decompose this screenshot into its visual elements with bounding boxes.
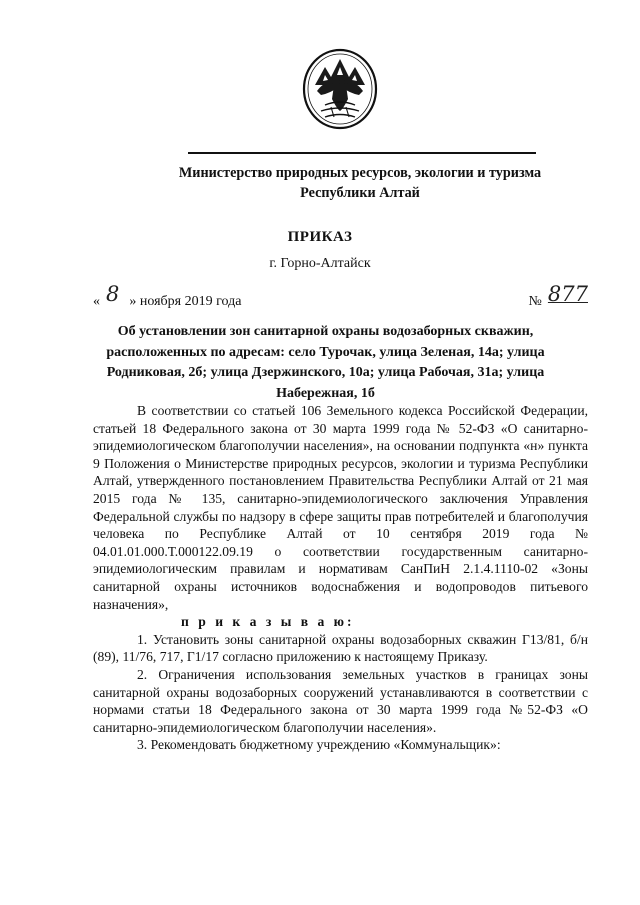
order-number bbox=[528, 282, 588, 310]
order-item: 1. Установить зоны санитарной охраны водозаборных скважин Г13/81, б/н (89), 11/76, 717, Г1/17 согласно приложению к настоящему Приказу. bbox=[93, 631, 588, 665]
date-quote-open: « bbox=[93, 294, 100, 309]
city: г. Горно-Алтайск bbox=[269, 256, 371, 271]
order-word: п р и к а з ы в а ю: bbox=[181, 614, 355, 630]
date-and-number-line bbox=[93, 282, 588, 310]
handwritten-number: 877 bbox=[547, 282, 588, 306]
order-body bbox=[93, 402, 588, 754]
ministry-name: Министерство природных ресурсов, экологии и туризма Республики Алтай bbox=[178, 165, 542, 201]
order-subject: Об установлении зон санитарной охраны водозаборных скважин, расположенных по адресам: село Турочак, улица Зеленая, 14а; улица Родниковая, 2б; улица Дзержинского, 10а; улица Рабочая, 31а; улица Набережная, 1б bbox=[106, 324, 545, 401]
date-month-year: » ноября 2019 года bbox=[129, 294, 242, 309]
order-date bbox=[93, 282, 242, 310]
header-divider bbox=[188, 152, 536, 154]
preamble-paragraph: В соответствии со статьей 106 Земельного кодекса Российской Федерации, статьей 18 Федерального закона от 30 марта 1999 года № 52-ФЗ «О санитарно-эпидемиологическом благополучии населения», на основании подпункта «н» пункта 9 Положения о Министерстве природных ресурсов, экологии и туризма Республики Алтай, утвержденного постановлением Правительства Республики Алтай от 21 мая 2015 года № 135, санитарно-эпидемиологического заключения Управления Федеральной службы по надзору в сфере защиты прав потребителей и благополучия человека по Республике Алтай от 10 сентября 2019 года № 04.01.01.000.Т.000122.09.19 о соответствии государственным санитарно-эпидемиологическим правилам и нормативам СанПиН 2.1.4.1110-02 «Зоны санитарной охраны источников водоснабжения и водопроводов питьевого назначения», bbox=[93, 403, 588, 612]
handwritten-day: 8 bbox=[106, 282, 120, 306]
order-title: ПРИКАЗ bbox=[287, 229, 353, 245]
number-label: № bbox=[528, 294, 542, 309]
order-item: 3. Рекомендовать бюджетному учреждению «Коммунальщик»: bbox=[137, 737, 501, 753]
order-item: 2. Ограничения использования земельных участков в границах зоны санитарной охраны водозаборных сооружений устанавливаются в соответствии с нормами статьи 18 Федерального закона от 30 марта 1999 года №52-ФЗ «О санитарно-эпидемиологическом благополучии населения». bbox=[93, 666, 588, 735]
coat-of-arms-emblem-icon bbox=[301, 47, 379, 131]
